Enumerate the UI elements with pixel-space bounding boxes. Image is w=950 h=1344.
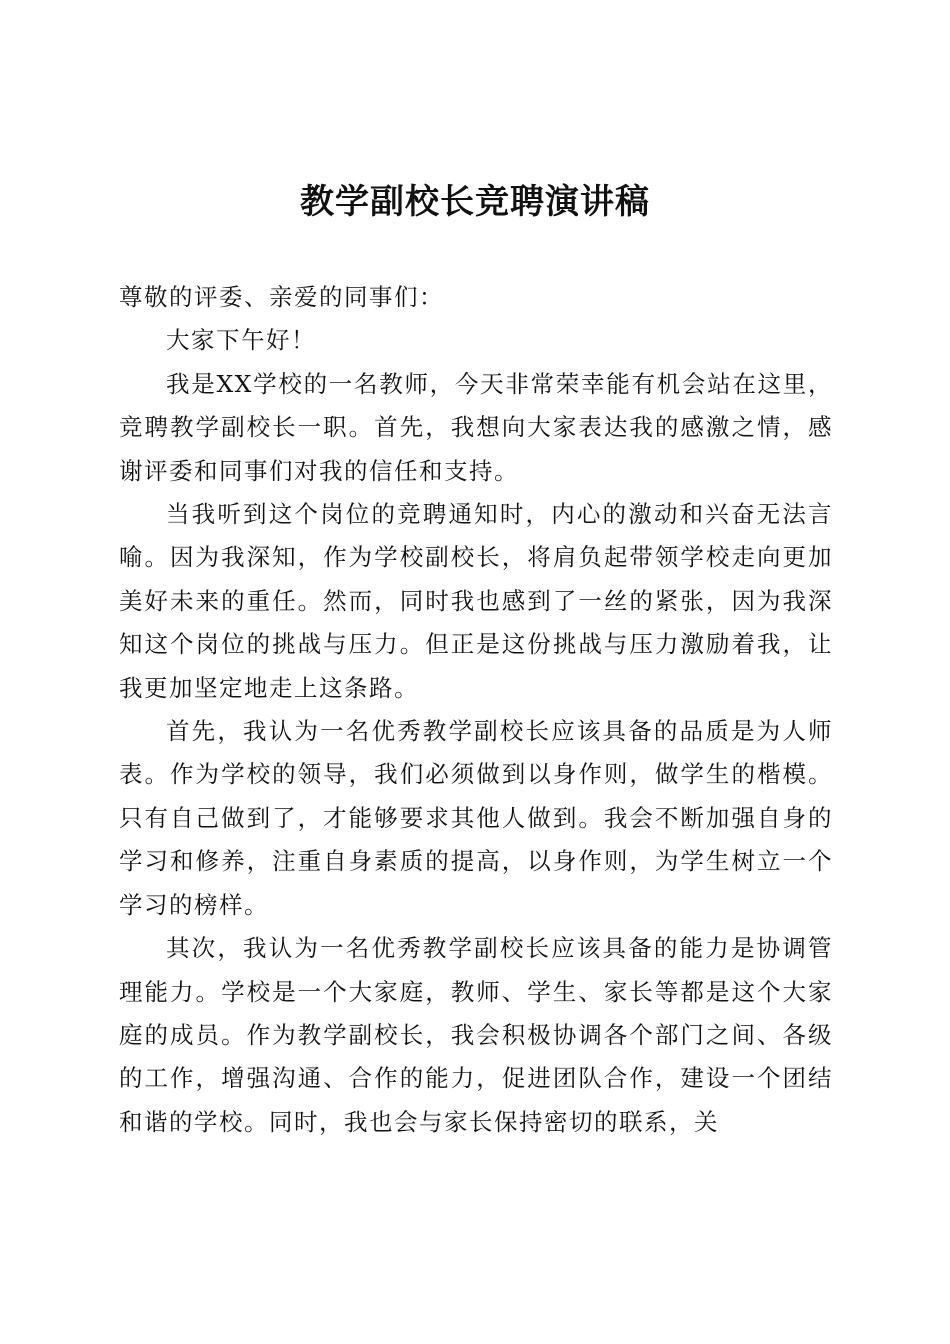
paragraph: 其次，我认为一名优秀教学副校长应该具备的能力是协调管理能力。学校是一个大家庭，教师、学生、家长等都是这个大家庭的成员。作为教学副校长，我会积极协调各个部门之间、各级的工作，增强沟通、合作的能力，促进团队合作，建设一个团结和谐的学校。同时，我也会与家长保持密切的联系，关 [119,934,833,1136]
document-body [119,276,833,1144]
paragraph: 当我听到这个岗位的竞聘通知时，内心的激动和兴奋无法言喻。因为我深知，作为学校副校长，将肩负起带领学校走向更加美好未来的重任。然而，同时我也感到了一丝的紧张，因为我深知这个岗位的挑战与压力。但正是这份挑战与压力激励着我，让我更加坚定地走上这条路。 [119,500,833,702]
paragraph: 首先，我认为一名优秀教学副校长应该具备的品质是为人师表。作为学校的领导，我们必须做到以身作则，做学生的楷模。只有自己做到了，才能够要求其他人做到。我会不断加强自身的学习和修养，注重自身素质的提高，以身作则，为学生树立一个学习的榜样。 [119,717,833,919]
paragraph: 我是XX学校的一名教师，今天非常荣幸能有机会站在这里，竞聘教学副校长一职。首先，我想向大家表达我的感激之情，感谢评委和同事们对我的信任和支持。 [119,369,833,485]
greeting: 大家下午好！ [166,326,316,355]
document-title: 教学副校长竞聘演讲稿 [300,182,650,222]
salutation: 尊敬的评委、亲爱的同事们： [119,283,444,311]
